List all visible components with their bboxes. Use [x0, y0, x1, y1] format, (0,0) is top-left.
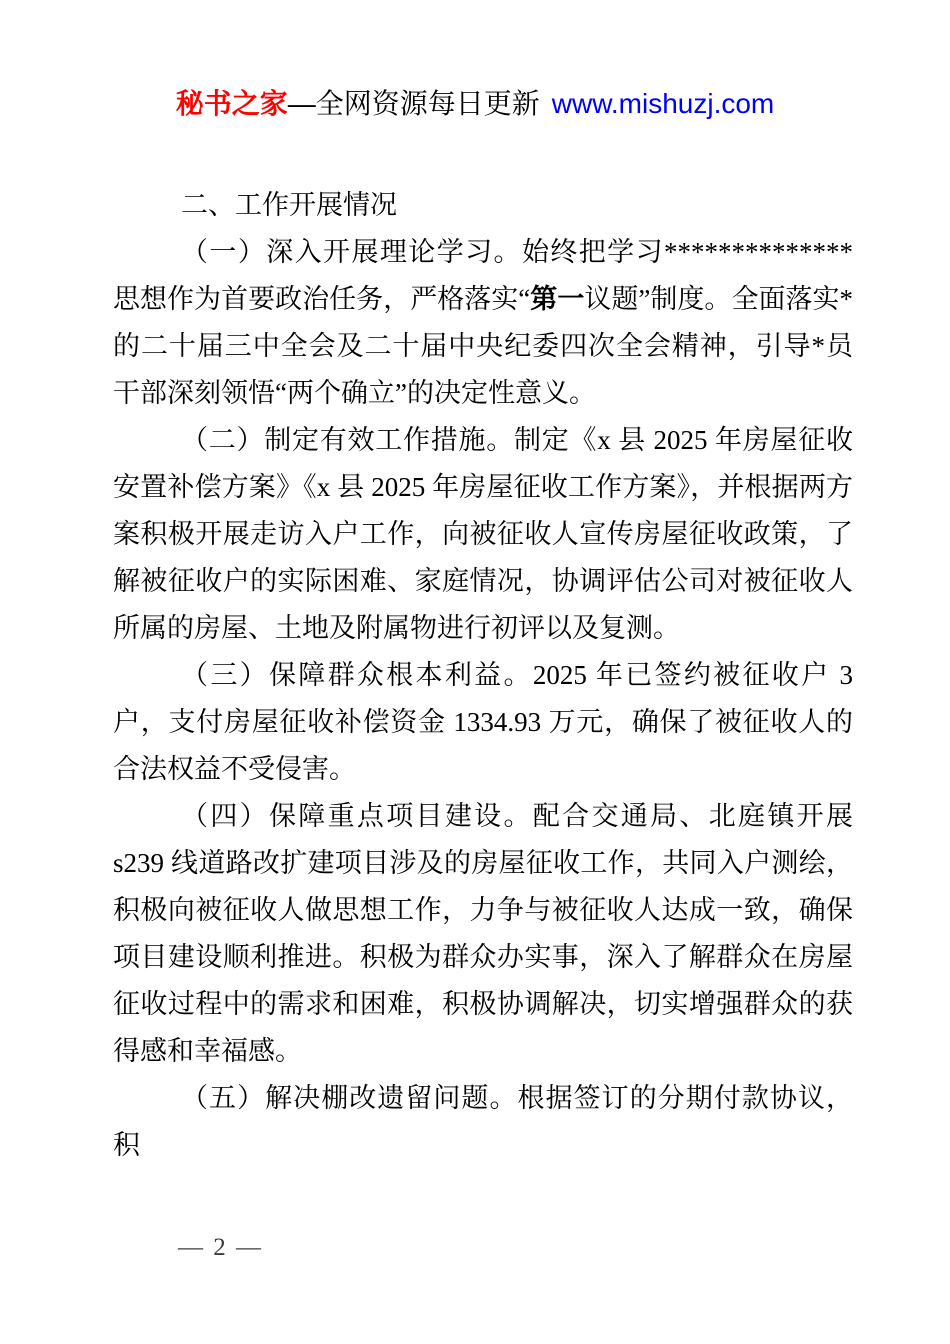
paragraph-3: （三）保障群众根本利益。2025 年已签约被征收户 3 户，支付房屋征收补偿资金 1334.93 万元，确保了被征收人的合法权益不受侵害。 [113, 660, 853, 784]
paragraph-4: （四）保障重点项目建设。配合交通局、北庭镇开展 s239 线道路改扩建项目涉及的房屋征收工作，共同入户测绘，积极向被征收人做思想工作，力争与被征收人达成一致，确保项目建设顺利推进。积极为群众办实事，深入了解群众在房屋征收过程中的需求和困难，积极协调解决，切实增强群众的获得感和幸福感。 [113, 801, 853, 1066]
section-heading: 二、工作开展情况 [181, 190, 397, 220]
paragraph-1: （一）深入开展理论学习。始终把学习**************思想作为首要政治任务，严格落实“第一议题”制度。全面落实*的二十届三中全会及二十届中央纪委四次全会精神，引导*员干部深刻领悟“两个确立”的决定性意义。 [113, 237, 854, 408]
site-name: 秘书之家 [175, 88, 288, 119]
paragraph-2: （二）制定有效工作措施。制定《x 县 2025 年房屋征收安置补偿方案》《x 县 2025 年房屋征收工作方案》，并根据两方案积极开展走访入户工作，向被征收人宣传房屋征收政策，了解被征收户的实际困难、家庭情况，协调评估公司对被征收人所属的房屋、土地及附属物进行初评以及复测。 [113, 425, 853, 643]
page-footer [178, 1234, 263, 1262]
page-number: — 2 — [178, 1234, 263, 1261]
site-url-link[interactable]: www.mishuzj.com [551, 88, 775, 119]
site-tagline: —全网资源每日更新 [287, 88, 540, 119]
document-body [113, 182, 853, 1169]
page-header [0, 82, 950, 122]
paragraph-5: （五）解决棚改遗留问题。根据签订的分期付款协议，积 [113, 1083, 853, 1160]
